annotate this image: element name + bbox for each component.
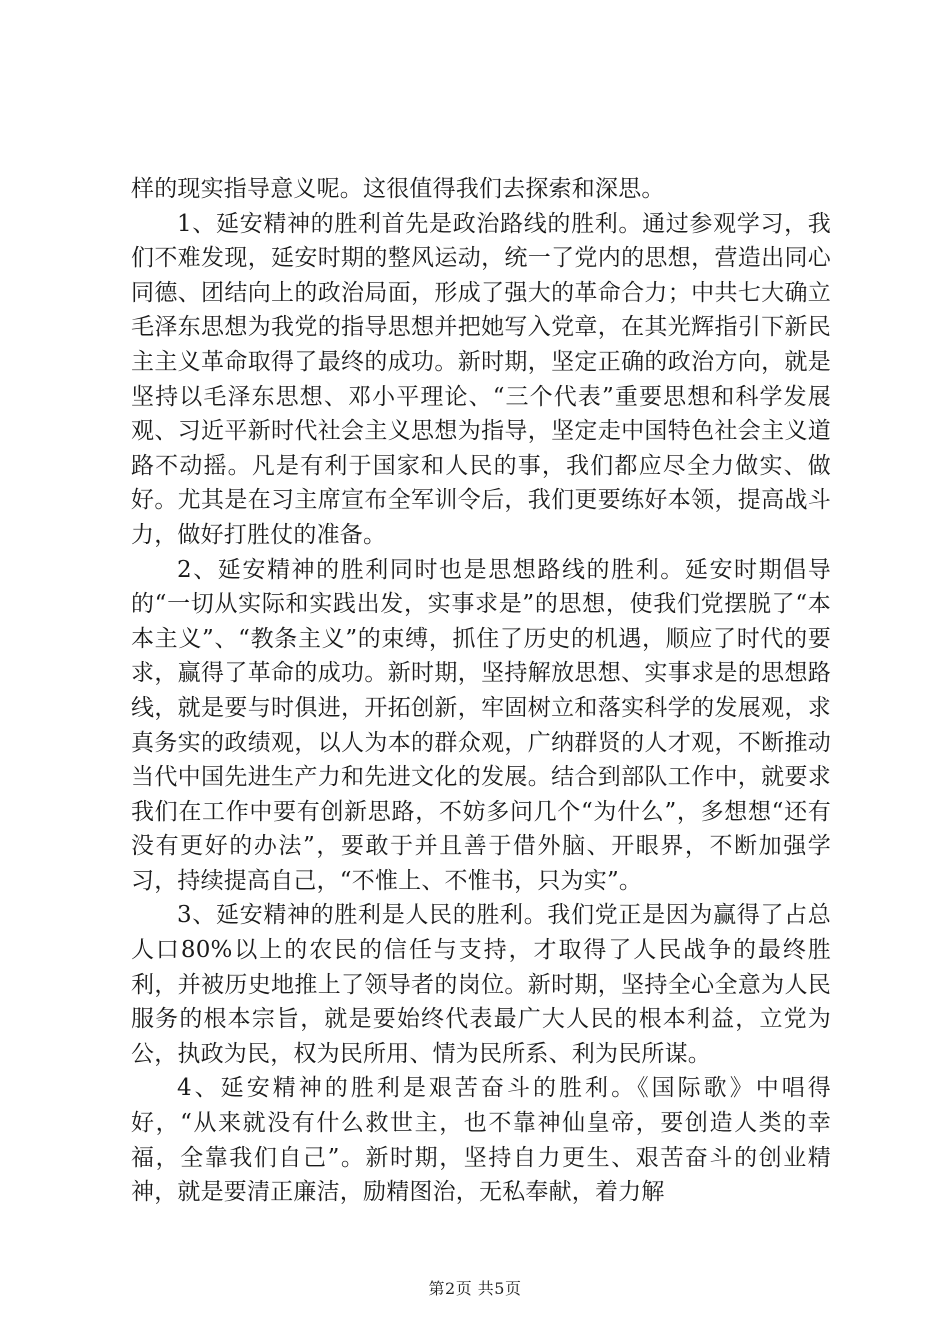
paragraph-people-victory: 3、延安精神的胜利是人民的胜利。我们党正是因为赢得了占总人口80%以上的农民的信任与支持，才取得了人民战争的最终胜利，并被历史地推上了领导者的岗位。新时期，坚持全心全意为人民服务的根本宗旨，就是要始终代表最广大人民的根本利益，立党为公，执政为民，权为民所用、情为民所系、利为民所谋。 — [131, 902, 831, 1067]
document-body — [131, 172, 831, 1210]
paragraph-hard-struggle: 4、延安精神的胜利是艰苦奋斗的胜利。《国际歌》中唱得好，“从来就没有什么救世主，也不靠神仙皇帝，要创造人类的幸福，全靠我们自己”。新时期，坚持自力更生、艰苦奋斗的创业精神，就是要清正廉洁，励精图治，无私奉献，着力解 — [131, 1075, 831, 1206]
paragraph-ideological-line: 2、延安精神的胜利同时也是思想路线的胜利。延安时期倡导的“一切从实际和实践出发，实事求是”的思想，使我们党摆脱了“本本主义”、“教条主义”的束缚，抓住了历史的机遇，顺应了时代的要求，赢得了革命的成功。新时期，坚持解放思想、实事求是的思想路线，就是要与时俱进，开拓创新，牢固树立和落实科学的发展观，求真务实的政绩观，以人为本的群众观，广纳群贤的人才观，不断推动当代中国先进生产力和先进文化的发展。结合到部队工作中，就要求我们在工作中要有创新思路，不妨多问几个“为什么”，多想想“还有没有更好的办法”，要敢于并且善于借外脑、开眼界，不断加强学习，持续提高自己，“不惟上、不惟书，只为实”。 — [131, 556, 831, 894]
paragraph-political-line: 1、延安精神的胜利首先是政治路线的胜利。通过参观学习，我们不难发现，延安时期的整风运动，统一了党内的思想，营造出同心同德、团结向上的政治局面，形成了强大的革命合力；中共七大确立毛泽东思想为我党的指导思想并把她写入党章，在其光辉指引下新民主主义革命取得了最终的成功。新时期，坚定正确的政治方向，就是坚持以毛泽东思想、邓小平理论、“三个代表”重要思想和科学发展观、习近平新时代社会主义思想为指导，坚定走中国特色社会主义道路不动摇。凡是有利于国家和人民的事，我们都应尽全力做实、做好。尤其是在习主席宣布全军训令后，我们更要练好本领，提高战斗力，做好打胜仗的准备。 — [131, 210, 831, 548]
paragraph-continuation: 样的现实指导意义呢。这很值得我们去探索和深思。 — [131, 176, 665, 202]
page-number-footer: 第2页 共5页 — [428, 1279, 522, 1298]
